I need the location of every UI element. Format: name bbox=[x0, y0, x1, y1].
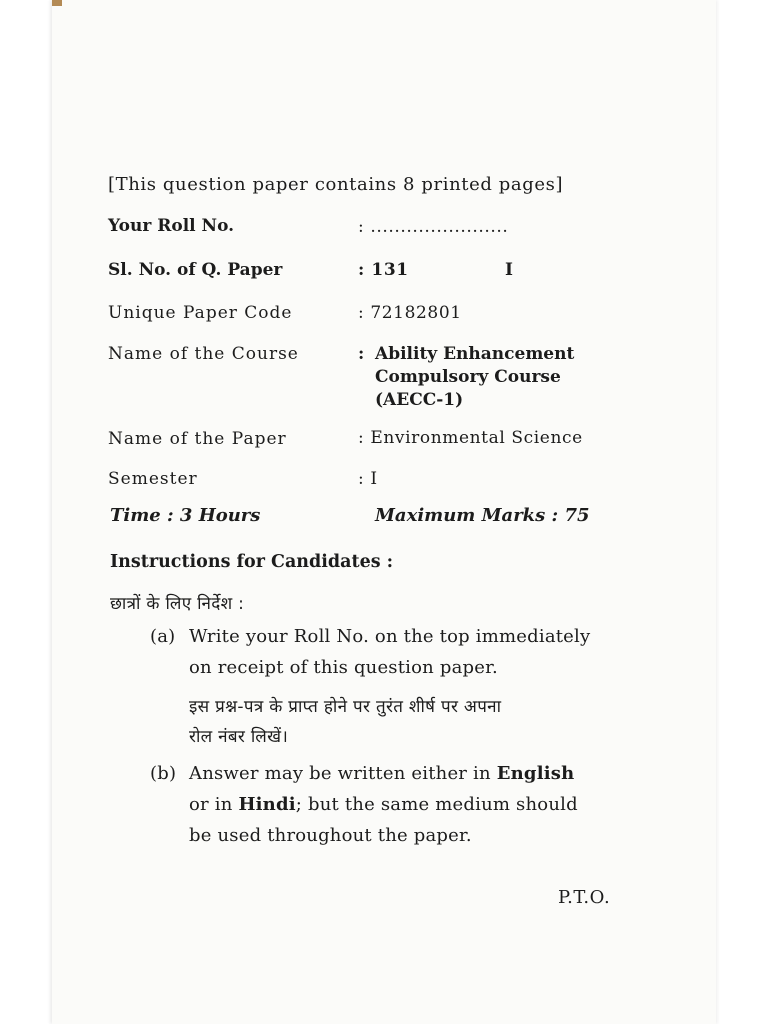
time-allowed: Time : 3 Hours bbox=[110, 505, 261, 526]
hindi-emphasis: Hindi bbox=[238, 794, 296, 815]
course-line-2: Compulsory Course bbox=[375, 367, 561, 387]
course-colon: : bbox=[358, 344, 365, 364]
sl-no-label: Sl. No. of Q. Paper bbox=[108, 260, 283, 280]
sl-no-suffix: I bbox=[505, 260, 514, 280]
paper-name-value: : Environmental Science bbox=[358, 428, 583, 448]
instruction-b-line-1: Answer may be written either in English bbox=[189, 763, 575, 784]
instruction-b-marker: (b) bbox=[150, 763, 177, 784]
english-emphasis: English bbox=[496, 763, 575, 784]
course-line-3: (AECC-1) bbox=[375, 390, 464, 410]
maximum-marks: Maximum Marks : 75 bbox=[375, 505, 590, 526]
sl-no-value: : 131 bbox=[358, 260, 409, 280]
paper-code-label: Unique Paper Code bbox=[108, 303, 293, 323]
instruction-a-hindi-2: रोल नंबर लिखें। bbox=[189, 727, 289, 747]
instruction-b-line-2: or in Hindi; but the same medium should bbox=[189, 794, 578, 815]
please-turn-over: P.T.O. bbox=[558, 887, 611, 908]
instructions-heading-hindi: छात्रों के लिए निर्देश : bbox=[110, 594, 245, 614]
instruction-a-marker: (a) bbox=[150, 626, 176, 647]
instruction-b-line-3: be used throughout the paper. bbox=[189, 825, 472, 846]
course-line-1: Ability Enhancement bbox=[375, 344, 575, 364]
instruction-a-line-1: Write your Roll No. on the top immediately bbox=[189, 626, 591, 647]
instructions-heading: Instructions for Candidates : bbox=[110, 552, 394, 572]
page-count-note: [This question paper contains 8 printed pages] bbox=[108, 174, 564, 195]
roll-no-label: Your Roll No. bbox=[108, 216, 235, 236]
paper-code-value: : 72182801 bbox=[358, 303, 462, 323]
paper-name-label: Name of the Paper bbox=[108, 429, 287, 449]
semester-value: : I bbox=[358, 469, 378, 489]
roll-no-value: : ....................... bbox=[358, 217, 509, 237]
instruction-a-line-2: on receipt of this question paper. bbox=[189, 657, 498, 678]
instruction-a-hindi-1: इस प्रश्न-पत्र के प्राप्त होने पर तुरंत शीर्ष पर अपना bbox=[189, 697, 502, 717]
semester-label: Semester bbox=[108, 469, 198, 489]
course-label: Name of the Course bbox=[108, 344, 299, 364]
